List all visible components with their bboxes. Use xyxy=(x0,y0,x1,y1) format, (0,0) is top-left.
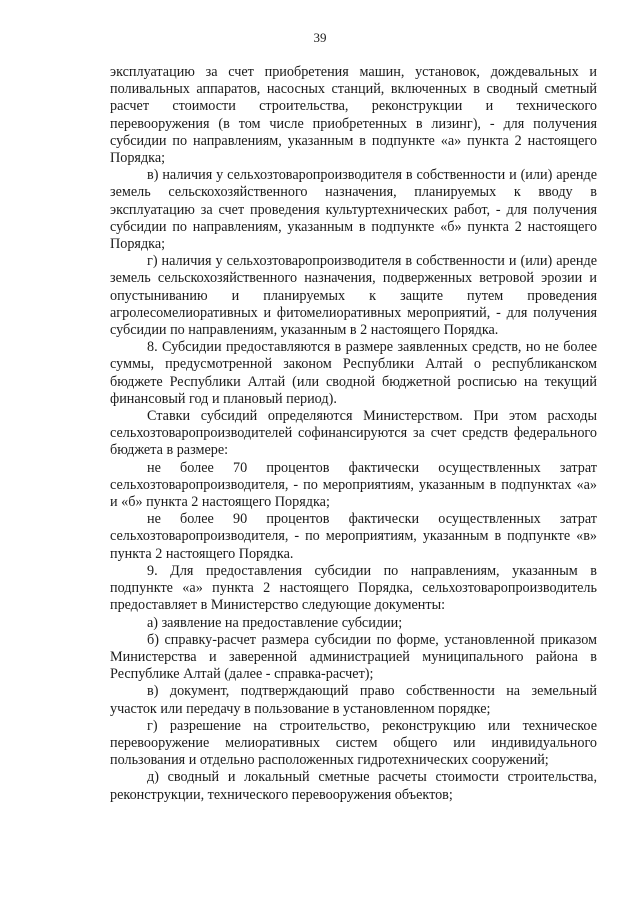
paragraph: б) справку-расчет размера субсидии по форме, установленной приказом Министерства и заверенной администрацией муниципального района в Республике Алтай (далее - справка-расчет); xyxy=(110,631,597,683)
paragraph: а) заявление на предоставление субсидии; xyxy=(147,614,403,631)
paragraph: не более 90 процентов фактически осуществленных затрат сельхозтоваропроизводителя, - по мероприятиям, указанным в подпункте «в» пункта 2 настоящего Порядка. xyxy=(110,511,597,562)
paragraph: 9. Для предоставления субсидии по направлениям, указанным в подпункте «а» пункта 2 настоящего Порядка, сельхозтоваропроизводитель предоставляет в Министерство следующие документы: xyxy=(110,562,597,614)
paragraph: эксплуатацию за счет приобретения машин, установок, дождевальных и поливальных аппаратов, насосных станций, включенных в сводный сметный расчет стоимости строительства, реконструкции и технического перевооружения (в том числе приобретенных в лизинг), - для получения субсидии по направлениям, указанным в подпункте «а» пункта 2 настоящего Порядка; xyxy=(110,64,597,167)
document-body xyxy=(110,64,597,804)
paragraph: г) разрешение на строительство, реконструкцию или техническое перевооружение мелиоративных систем общего или индивидуального пользования и отдельно расположенных гидротехнических сооружений; xyxy=(110,717,597,769)
page-number: 39 xyxy=(313,30,327,45)
paragraph: в) наличия у сельхозтоваропроизводителя в собственности и (или) аренде земель сельскохозяйственного назначения, планируемых к вводу в эксплуатацию за счет проведения культуртехнических работ, - для получения субсидии по направлениям, указанным в подпункте «б» пункта 2 настоящего Порядка; xyxy=(110,167,597,253)
paragraph: д) сводный и локальный сметные расчеты стоимости строительства, реконструкции, технического перевооружения объектов; xyxy=(110,769,597,803)
paragraph: Ставки субсидий определяются Министерством. При этом расходы сельхозтоваропроизводителей софинансируются за счет средств федерального бюджета в размере: xyxy=(110,408,597,459)
paragraph: 8. Субсидии предоставляются в размере заявленных средств, но не более суммы, предусмотренной законом Республики Алтай о республиканском бюджете Республики Алтай (или сводной бюджетной росписью на текущий финансовый год и плановый период). xyxy=(110,339,597,407)
paragraph: не более 70 процентов фактически осуществленных затрат сельхозтоваропроизводителя, - по мероприятиям, указанным в подпунктах «а» и «б» пункта 2 настоящего Порядка; xyxy=(110,459,597,511)
paragraph: в) документ, подтверждающий право собственности на земельный участок или передачу в пользование в установленном порядке; xyxy=(110,683,597,717)
paragraph: г) наличия у сельхозтоваропроизводителя в собственности и (или) аренде земель сельскохозяйственного назначения, подверженных ветровой эрозии и опустыниванию и планируемых к защите путем проведения агролесомелиоративных и фитомелиоративных мероприятий, - для получения субсидии по направлениям, указанным в 2 настоящего Порядка. xyxy=(110,253,597,339)
